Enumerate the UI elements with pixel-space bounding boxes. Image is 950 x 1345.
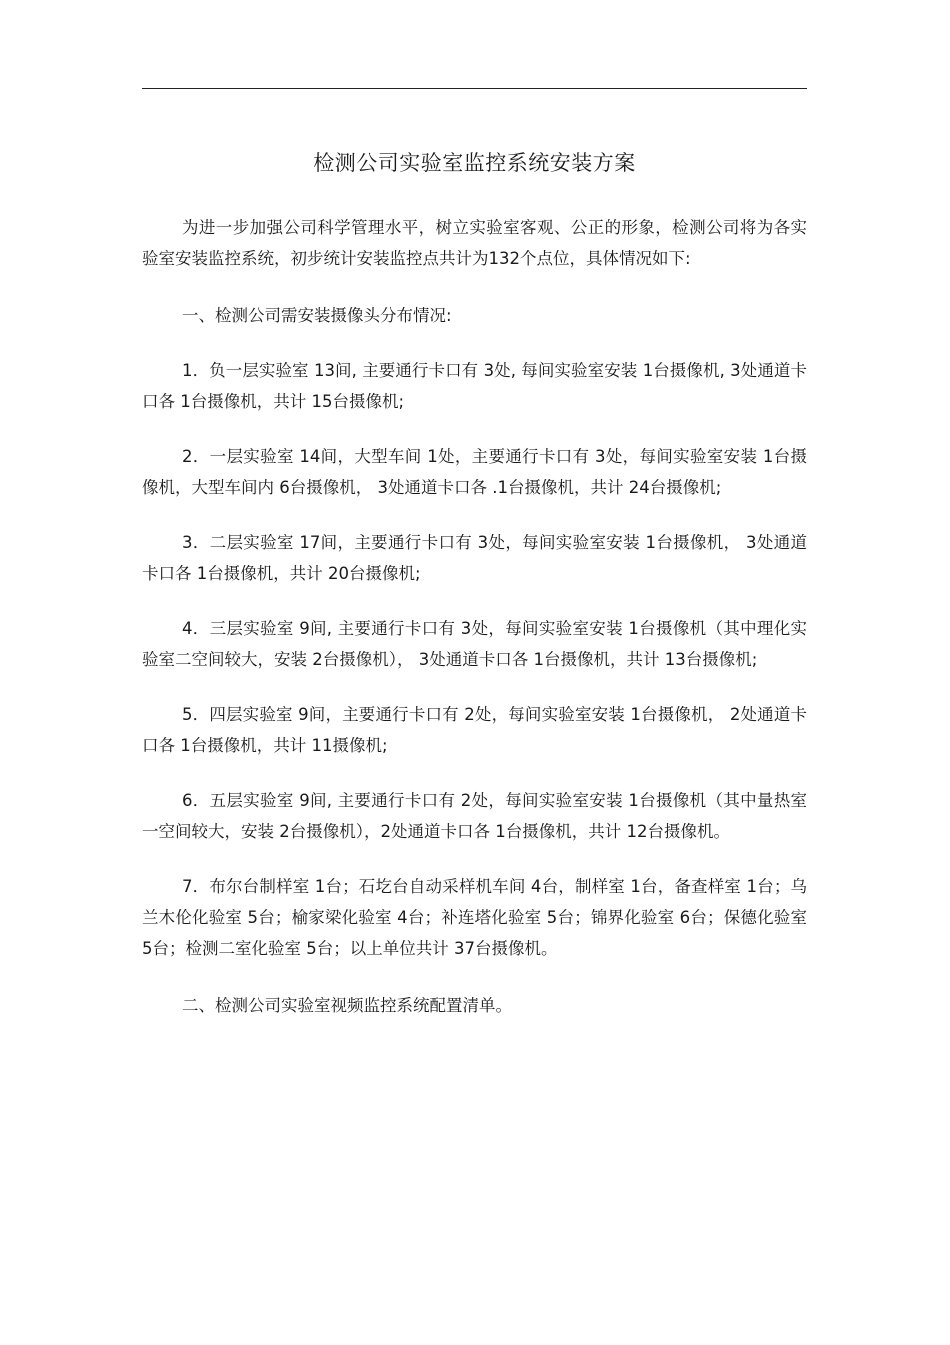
list-item: 5．四层实验室 9间，主要通行卡口有 2处，每间实验室安装 1台摄像机， 2处通道卡口各 1台摄像机，共计 11摄像机; [142, 705, 807, 755]
section-heading-config-list: 二、检测公司实验室视频监控系统配置清单。 [182, 996, 512, 1015]
document-body [142, 212, 807, 1021]
intro-paragraph: 为进一步加强公司科学管理水平，树立实验室客观、公正的形象，检测公司将为各实验室安装监控系统，初步统计安装监控点共计为132个点位，具体情况如下: [142, 218, 807, 268]
list-item: 3．二层实验室 17间，主要通行卡口有 3处，每间实验室安装 1台摄像机， 3处通道卡口各 1台摄像机，共计 20台摄像机; [142, 533, 807, 583]
list-item: 6．五层实验室 9间, 主要通行卡口有 2处，每间实验室安装 1台摄像机（其中量热室一空间较大，安装 2台摄像机），2处通道卡口各 1台摄像机，共计 12台摄像机。 [142, 791, 807, 841]
section-heading-distribution: 一、检测公司需安装摄像头分布情况: [182, 306, 452, 325]
header-rule [142, 88, 807, 89]
list-item: 2．一层实验室 14间，大型车间 1处，主要通行卡口有 3处，每间实验室安装 1台摄像机，大型车间内 6台摄像机， 3处通道卡口各 .1台摄像机，共计 24台摄像机; [142, 447, 807, 497]
list-item: 4．三层实验室 9间, 主要通行卡口有 3处，每间实验室安装 1台摄像机（其中理化实验室二空间较大，安装 2台摄像机）， 3处通道卡口各 1台摄像机，共计 13台摄像机; [142, 619, 807, 669]
list-item: 1．负一层实验室 13间, 主要通行卡口有 3处, 每间实验室安装 1台摄像机, 3处通道卡口各 1台摄像机，共计 15台摄像机; [142, 361, 807, 411]
list-item: 7．布尔台制样室 1台；石圪台自动采样机车间 4台，制样室 1台，备查样室 1台；乌兰木伦化验室 5台；榆家梁化验室 4台；补连塔化验室 5台；锦界化验室 6台；保德化验室 5台；检测二室化验室 5台；以上单位共计 37台摄像机。 [142, 877, 807, 958]
document-title: 检测公司实验室监控系统安装方案 [313, 151, 636, 175]
